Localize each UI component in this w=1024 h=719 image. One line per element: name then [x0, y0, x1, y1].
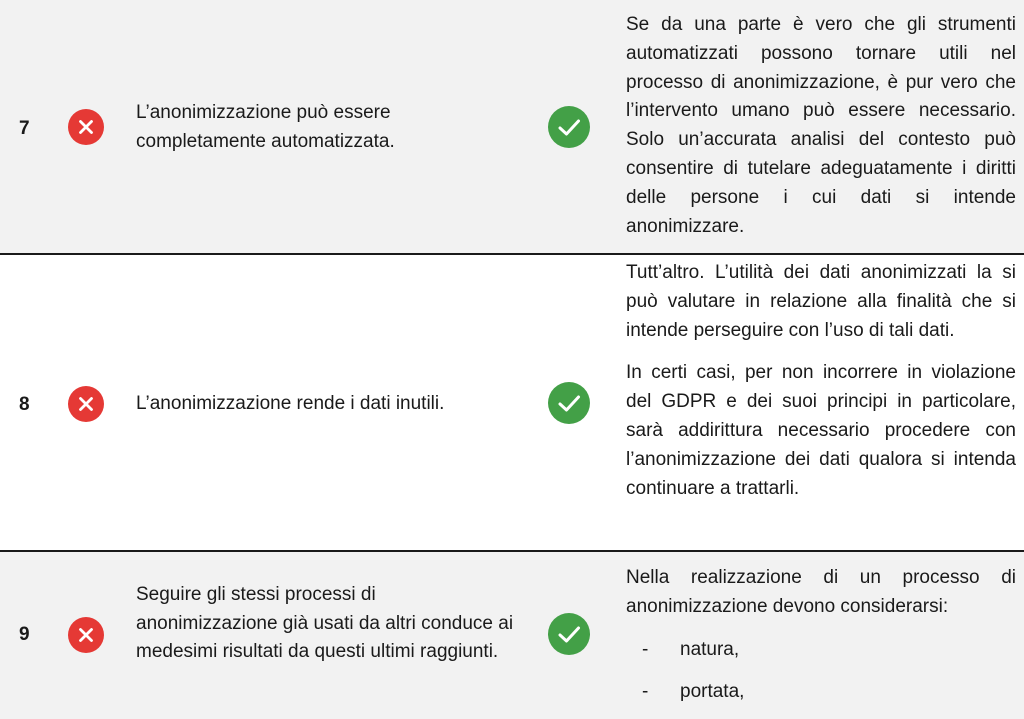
row-explanation: [626, 564, 1016, 707]
myth-row-7: [0, 0, 1024, 253]
row-number: 7: [19, 118, 30, 139]
explanation-paragraph: In certi casi, per non incorrere in violazione del GDPR e dei suoi principi in particolare, sarà addirittura necessario procedere con l’anonimizzazione dei dati qualora si intenda continuare a trattarli.: [626, 362, 1016, 499]
check-icon: [548, 382, 590, 424]
row-explanation: [626, 259, 1016, 503]
bullet-dash: -: [642, 638, 649, 660]
row-number: 8: [19, 394, 30, 415]
row-statement: Seguire gli stessi processi di anonimizzazione già usati da altri conduce ai medesimi risultati da questi ultimi raggiunti.: [136, 584, 514, 662]
row-number: 9: [19, 624, 30, 645]
explanation-paragraph: Nella realizzazione di un processo di anonimizzazione devono considerarsi:: [626, 567, 1016, 617]
explanation-paragraph: Tutt’altro. L’utilità dei dati anonimizzati la si può valutare in relazione alla finalità che si intende perseguire con l’uso di tali dati.: [626, 262, 1016, 341]
bullet-item: [626, 636, 1016, 665]
bullet-text: portata,: [680, 681, 745, 703]
check-icon: [548, 613, 590, 655]
cross-icon: [68, 617, 104, 653]
bullet-text: natura,: [680, 638, 740, 660]
check-icon: [548, 106, 590, 148]
cross-icon: [68, 386, 104, 422]
bullet-item: [626, 678, 1016, 707]
myth-row-8: [0, 255, 1024, 550]
row-statement: L’anonimizzazione rende i dati inutili.: [136, 393, 445, 414]
row-statement: L’anonimizzazione può essere completamente automatizzata.: [136, 102, 395, 152]
explanation-paragraph: Se da una parte è vero che gli strumenti automatizzati possono tornare utili nel processo di anonimizzazione, è pur vero che l’intervento umano può essere necessario. Solo un’accurata analisi del contesto può consentire di tutelare adeguatamente i diritti delle persone i cui dati si intende anonimizzare.: [626, 14, 1016, 237]
myth-row-9: [0, 552, 1024, 719]
bullet-dash: -: [642, 681, 649, 703]
cross-icon: [68, 109, 104, 145]
row-explanation: [626, 11, 1016, 241]
